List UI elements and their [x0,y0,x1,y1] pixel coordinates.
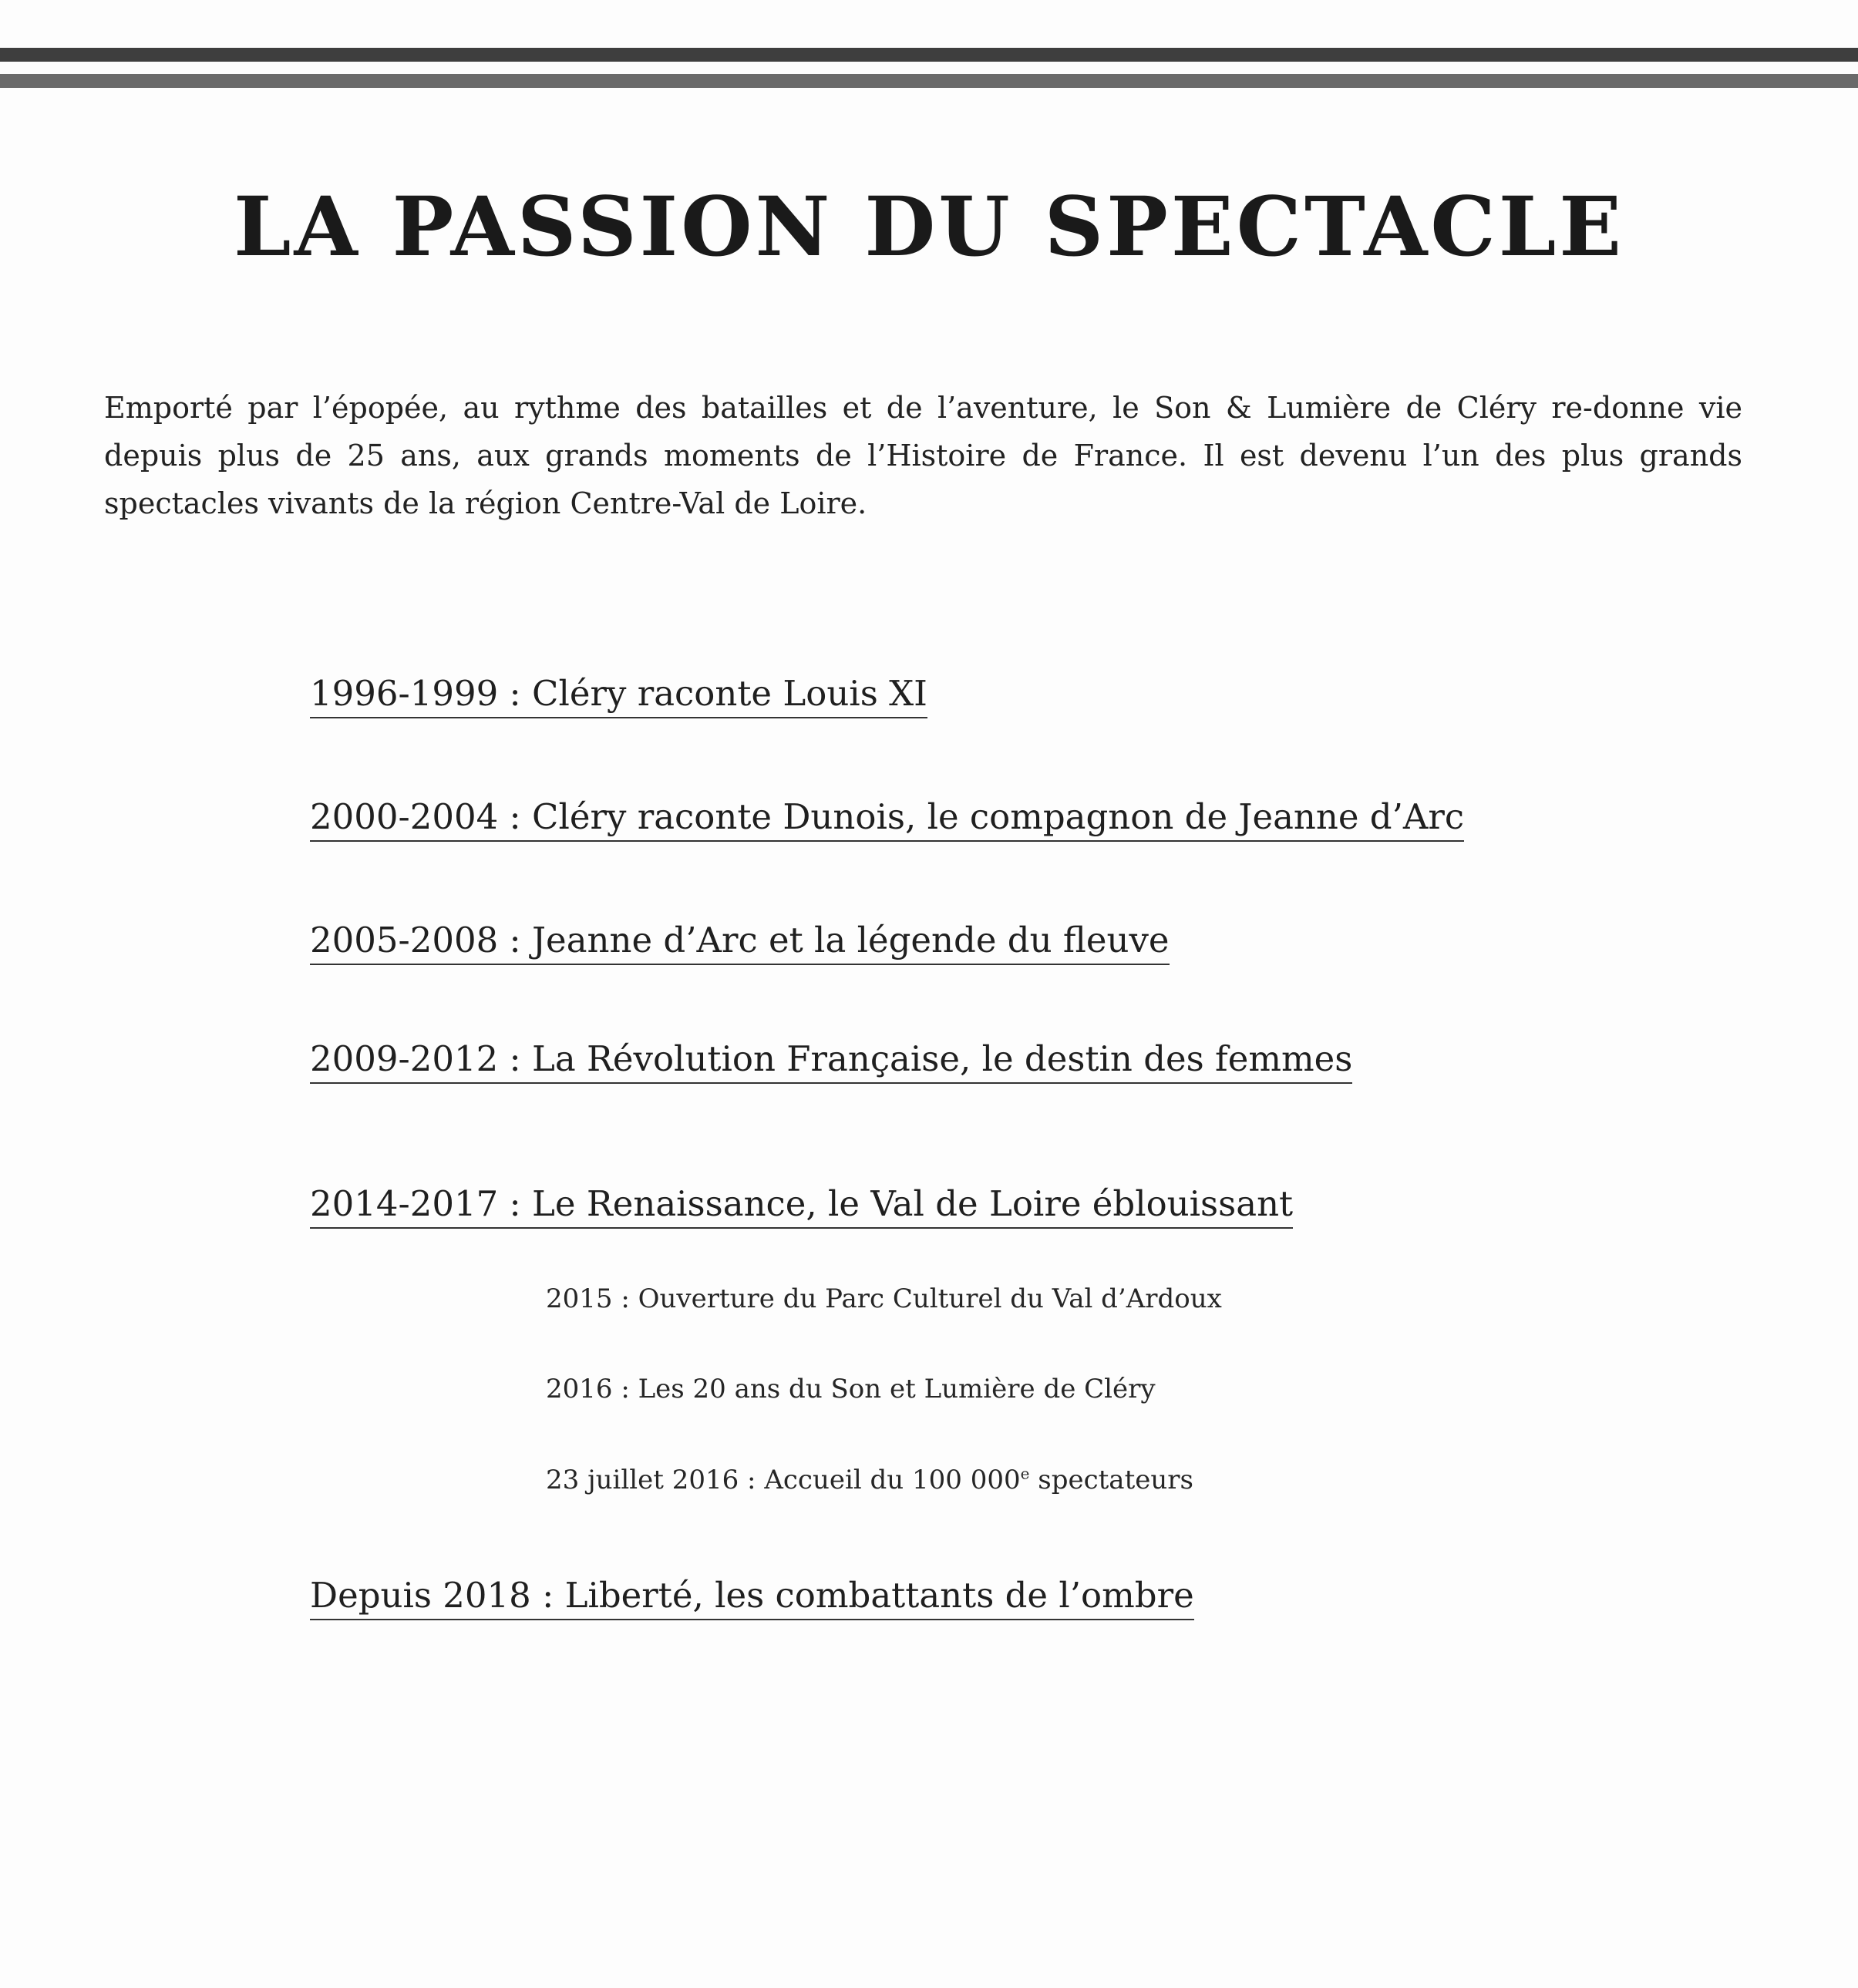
header-rule-top [0,48,1858,62]
timeline-entry-2005-2008: 2005-2008 : Jeanne d’Arc et la légende du fleuve [310,920,1170,965]
timeline-entry-2014-2017: 2014-2017 : Le Renaissance, le Val de Loire éblouissant [310,1183,1293,1229]
milestone-visitors-text: 23 juillet 2016 : Accueil du 100 000 [546,1465,1021,1495]
header-rule-bottom [0,74,1858,88]
milestone-2015: 2015 : Ouverture du Parc Culturel du Val d’Ardoux [546,1283,1222,1314]
milestone-visitors-suffix: spectateurs [1029,1465,1193,1495]
intro-paragraph: Emporté par l’épopée, au rythme des batailles et de l’aventure, le Son & Lumière de Cléry re-donne vie depuis plus de 25 ans, aux grands moments de l’Histoire de France. Il est devenu l’un des plus grands spectacles vivants de la région Centre-Val de Loire. [104,391,1742,520]
timeline-entry-2000-2004: 2000-2004 : Cléry raconte Dunois, le compagnon de Jeanne d’Arc [310,796,1464,842]
timeline-entry-2009-2012: 2009-2012 : La Révolution Française, le destin des femmes [310,1038,1352,1084]
timeline-entry-1996-1999: 1996-1999 : Cléry raconte Louis XI [310,673,927,718]
milestone-2016: 2016 : Les 20 ans du Son et Lumière de Cléry [546,1374,1156,1404]
milestone-visitors-superscript: e [1020,1464,1030,1483]
milestone-100000-visitors [546,1465,1193,1496]
timeline-entry-depuis-2018: Depuis 2018 : Liberté, les combattants de l’ombre [310,1575,1194,1620]
page-title: LA PASSION DU SPECTACLE [233,178,1625,274]
